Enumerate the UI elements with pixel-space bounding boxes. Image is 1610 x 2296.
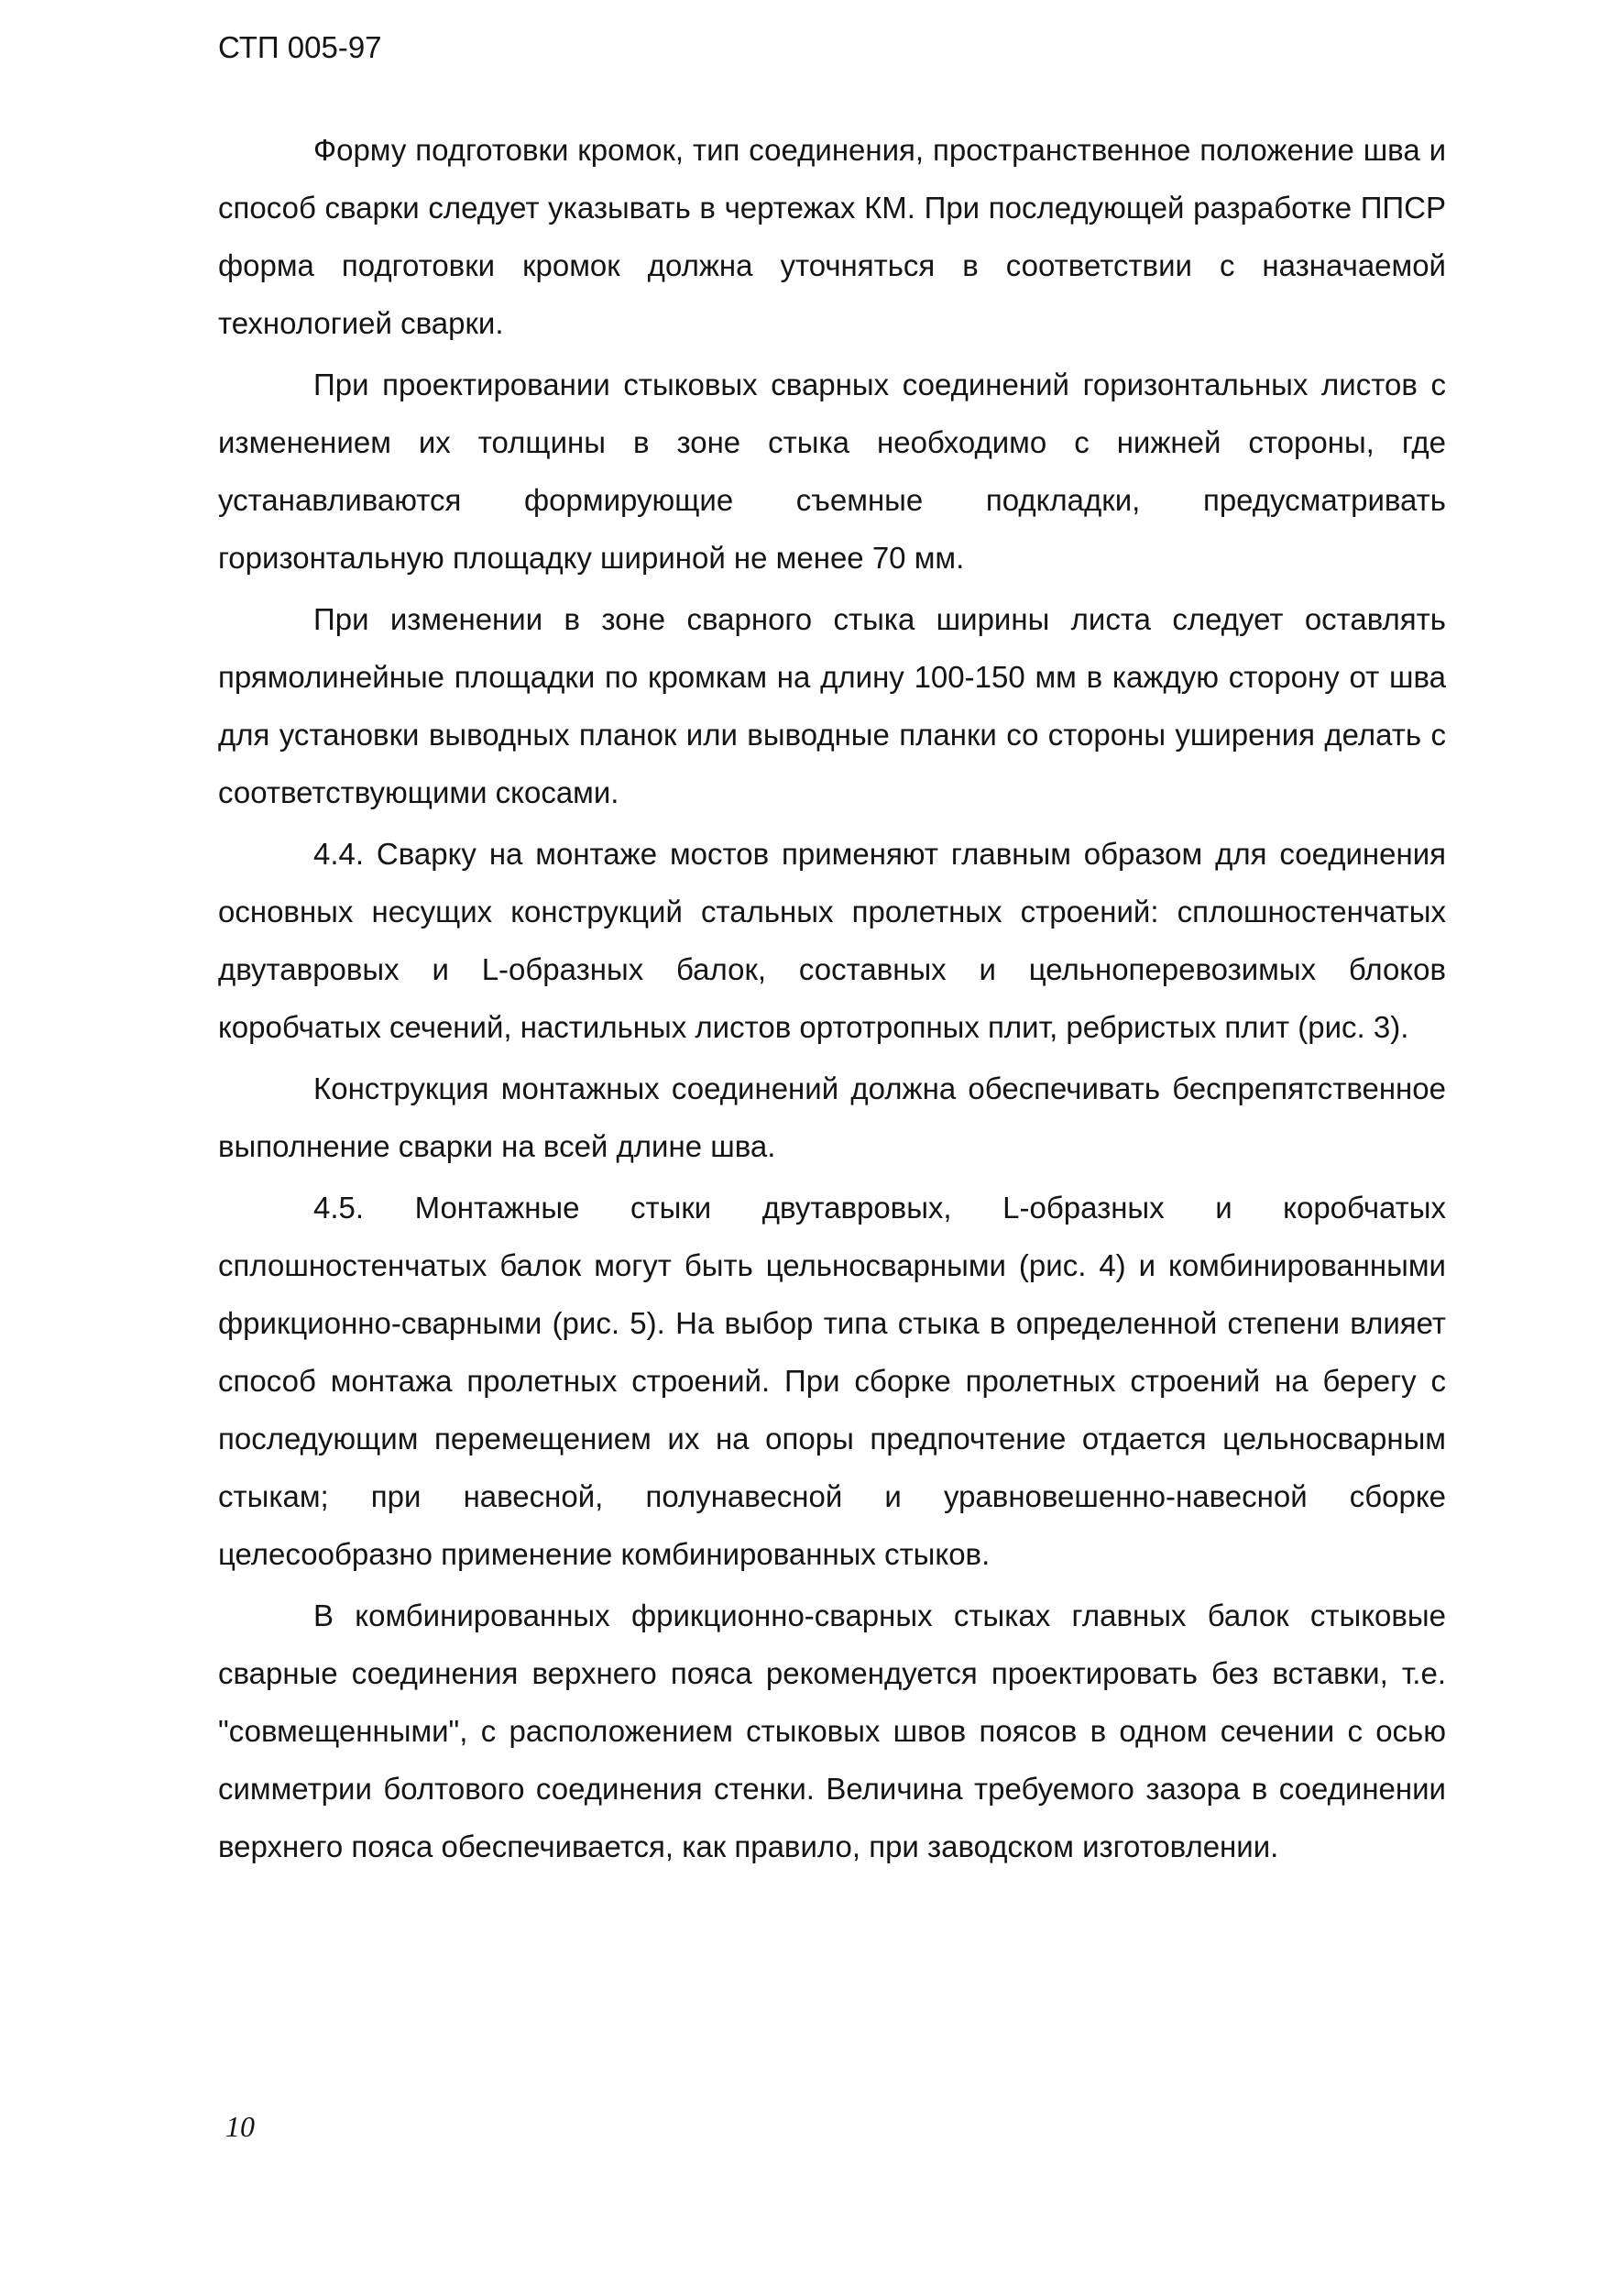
paragraph-edge-preparation: Форму подготовки кромок, тип соединения, пространственное положение шва и способ сварки следует указывать в чертежах КМ. При последующей разработке ППСР форма подготовки кромок должна уточняться в соответствии с назначаемой технологией сварки. [218,133,1446,340]
paragraph-section-4-5: 4.5. Монтажные стыки двутавровых, L-образных и коробчатых сплошностенчатых балок могут быть цельносварными (рис. 4) и комбинированными фрикционно-сварными (рис. 5). На выбор типа стыка в определенной степени влияет способ монтажа пролетных строений. При сборке пролетных строений на берегу с последующим перемещением их на опоры предпочтение отдается цельносварным стыкам; при навесной, полунавесной и уравновешенно-навесной сборке целесообразно применение комбинированных стыков. [218,1191,1446,1571]
paragraph-butt-joints: При проектировании стыковых сварных соединений горизонтальных листов с изменением их толщины в зоне стыка необходимо с нижней стороны, где устанавливаются формирующие съемные подкладки, предусматривать горизонтальную площадку шириной не менее 70 мм. [218,368,1446,575]
paragraph-section-4-4: 4.4. Сварку на монтаже мостов применяют главным образом для соединения основных несущих конструкций стальных пролетных строений: сплошностенчатых двутавровых и L-образных балок, составных и цельноперевозимых блоков коробчатых сечений, настильных листов ортотропных плит, ребристых плит (рис. 3). [218,837,1446,1044]
paragraph-combined-joints: В комбинированных фрикционно-сварных стыках главных балок стыковые сварные соединения верхнего пояса рекомендуется проектировать без вставки, т.е. "совмещенными", с расположением стыковых швов поясов в одном сечении с осью симметрии болтового соединения стенки. Величина требуемого зазора в соединении верхнего пояса обеспечивается, как правило, при заводском изготовлении. [218,1598,1446,1863]
paragraph-joint-design: Конструкция монтажных соединений должна обеспечивать беспрепятственное выполнение сварки на всей длине шва. [218,1071,1446,1163]
paragraph-width-change: При изменении в зоне сварного стыка ширины листа следует оставлять прямолинейные площадки по кромкам на длину 100-150 мм в каждую сторону от шва для установки выводных планок или выводные планки со стороны уширения делать с соответствующими скосами. [218,602,1446,809]
document-header: СТП 005-97 [218,30,382,64]
document-body [218,121,1446,1879]
page-number: 10 [225,2110,255,2143]
